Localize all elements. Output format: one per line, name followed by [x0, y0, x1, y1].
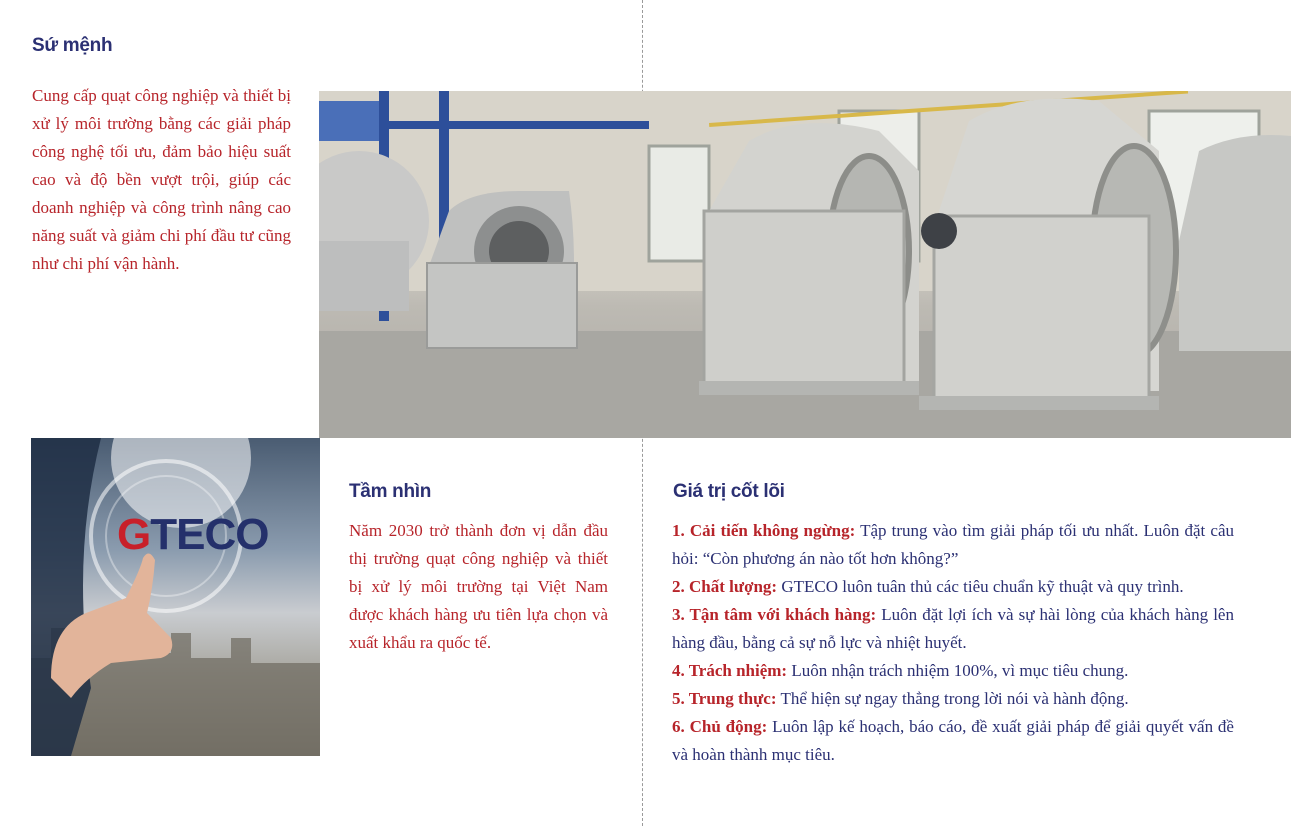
- core-value-label: 5. Trung thực:: [672, 689, 777, 708]
- core-value-text: Thể hiện sự ngay thẳng trong lời nói và hành động.: [776, 689, 1129, 708]
- gteco-logo: [117, 510, 268, 560]
- core-value-item: [672, 685, 1234, 713]
- logo-letter-g: G: [117, 510, 151, 559]
- core-value-label: 2. Chất lượng:: [672, 577, 778, 596]
- core-value-text: Luôn nhận trách nhiệm 100%, vì mục tiêu chung.: [787, 661, 1129, 680]
- core-value-item: [672, 517, 1234, 573]
- core-value-item: [672, 657, 1234, 685]
- core-value-item: [672, 601, 1234, 657]
- core-values-title: Giá trị cốt lõi: [673, 481, 785, 502]
- core-value-item: [672, 713, 1234, 769]
- mission-text: Cung cấp quạt công nghiệp và thiết bị xử lý môi trường bằng các giải pháp công nghệ tối ưu, đảm bảo hiệu suất cao và độ bền vượt trội, giúp các doanh nghiệp và công trình nâng cao năng suất và giảm chi phí đầu tư cũng như chi phí vận hành.: [32, 86, 291, 273]
- mission-title: Sứ mệnh: [32, 35, 113, 56]
- core-value-label: 4. Trách nhiệm:: [672, 661, 788, 680]
- core-value-item: [672, 573, 1234, 601]
- core-value-label: 3. Tận tâm với khách hàng:: [672, 605, 877, 624]
- factory-fans-photo: [319, 91, 1291, 438]
- core-value-label: 6. Chủ động:: [672, 717, 768, 736]
- core-value-text: Tập trung vào tìm giải pháp tối ưu nhất. Luôn đặt câu hỏi: “Còn phương án nào tốt hơn không?”: [672, 521, 1234, 568]
- vision-text: Năm 2030 trở thành đơn vị dẫn đầu thị trường quạt công nghiệp và thiết bị xử lý môi trường tại Việt Nam được khách hàng ưu tiên lựa chọn và xuất khẩu ra quốc tế.: [349, 521, 608, 652]
- core-value-text: GTECO luôn tuân thủ các tiêu chuẩn kỹ thuật và quy trình.: [777, 577, 1184, 596]
- core-values-list: [672, 517, 1234, 769]
- core-value-text: Luôn lập kế hoạch, báo cáo, đề xuất giải pháp để giải quyết vấn đề và hoàn thành mục tiêu.: [672, 717, 1234, 764]
- gteco-brand-image: [31, 438, 320, 756]
- vision-title: Tầm nhìn: [349, 481, 432, 502]
- core-value-label: 1. Cải tiến không ngừng:: [672, 521, 856, 540]
- logo-letters-teco: TECO: [150, 510, 269, 559]
- core-value-text: Luôn đặt lợi ích và sự hài lòng của khách hàng lên hàng đầu, bằng cả sự nỗ lực và nhiệt huyết.: [672, 605, 1234, 652]
